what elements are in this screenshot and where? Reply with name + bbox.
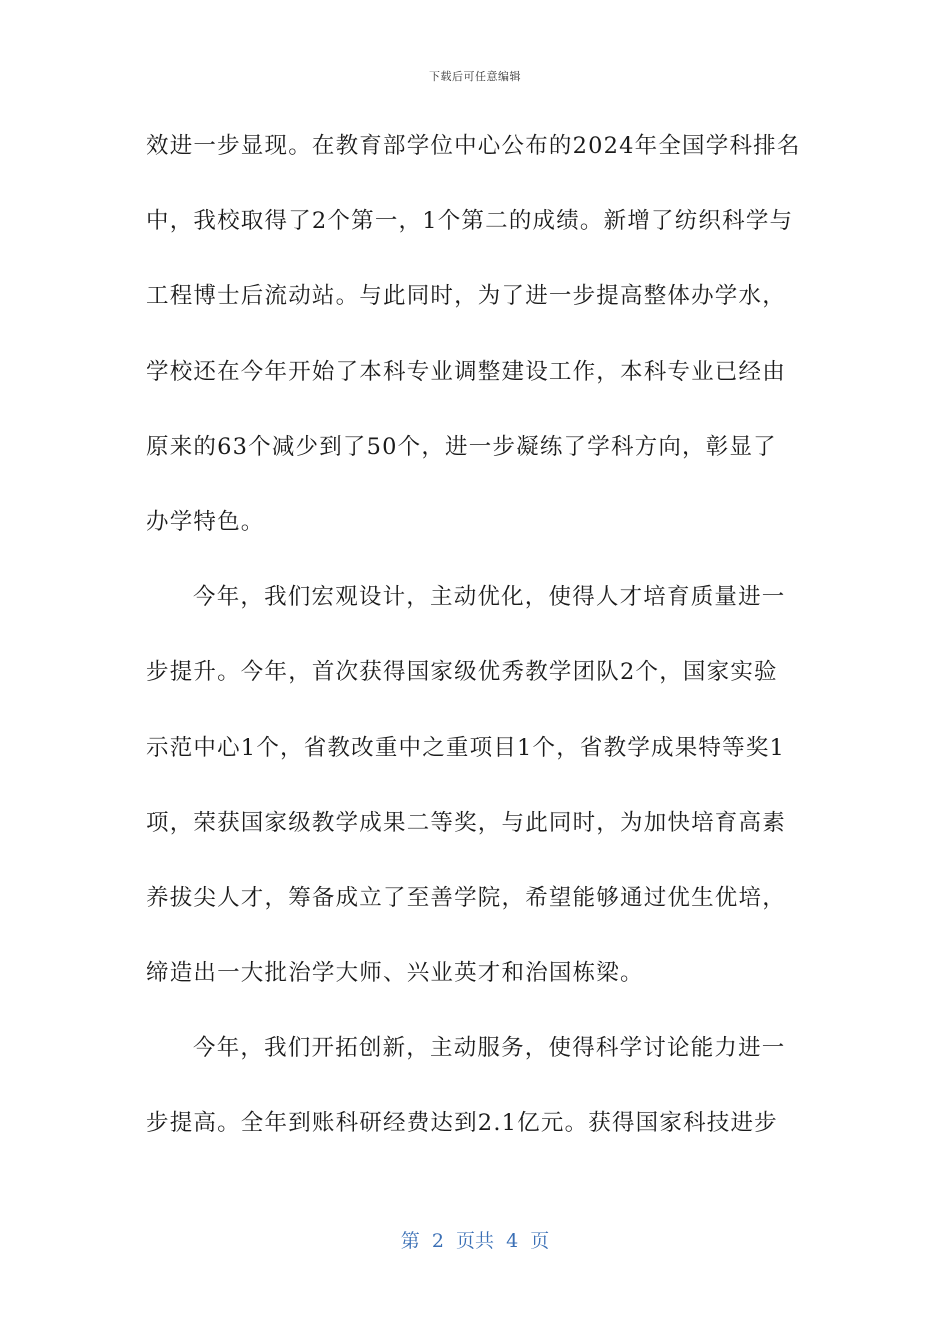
text-line: 效进一步显现。在教育部学位中心公布的2024年全国学科排名 bbox=[146, 133, 801, 159]
text-line: 中，我校取得了2个第一，1个第二的成绩。新增了纺织科学与 bbox=[146, 208, 794, 235]
text-line: 学校还在今年开始了本科专业调整建设工作，本科专业已经由 bbox=[146, 358, 786, 385]
paragraph-start-line: 今年，我们开拓创新，主动服务，使得科学讨论能力进一 bbox=[193, 1035, 786, 1062]
text-line: 工程博士后流动站。与此同时，为了进一步提高整体办学水， bbox=[146, 283, 786, 310]
text-line: 办学特色。 bbox=[146, 508, 265, 535]
page-number-footer: 第 2 页共 4 页 bbox=[400, 1230, 550, 1252]
header-note: 下载后可任意编辑 bbox=[429, 70, 521, 83]
text-line: 缔造出一大批治学大师、兴业英才和治国栋梁。 bbox=[146, 960, 644, 987]
text-line: 步提升。今年，首次获得国家级优秀教学团队2个，国家实验 bbox=[146, 659, 778, 686]
paragraph-start-line: 今年，我们宏观设计，主动优化，使得人才培育质量进一 bbox=[193, 584, 786, 611]
text-line: 原来的63个减少到了50个，进一步凝练了学科方向，彰显了 bbox=[146, 433, 777, 460]
body-text bbox=[146, 126, 811, 1179]
text-line: 示范中心1个，省教改重中之重项目1个，省教学成果特等奖1 bbox=[146, 734, 786, 761]
text-line: 步提高。全年到账科研经费达到2.1亿元。获得国家科技进步 bbox=[146, 1110, 778, 1137]
text-line: 项，荣获国家级教学成果二等奖，与此同时，为加快培育高素 bbox=[146, 809, 786, 836]
text-line: 养拔尖人才，筹备成立了至善学院，希望能够通过优生优培， bbox=[146, 884, 786, 911]
